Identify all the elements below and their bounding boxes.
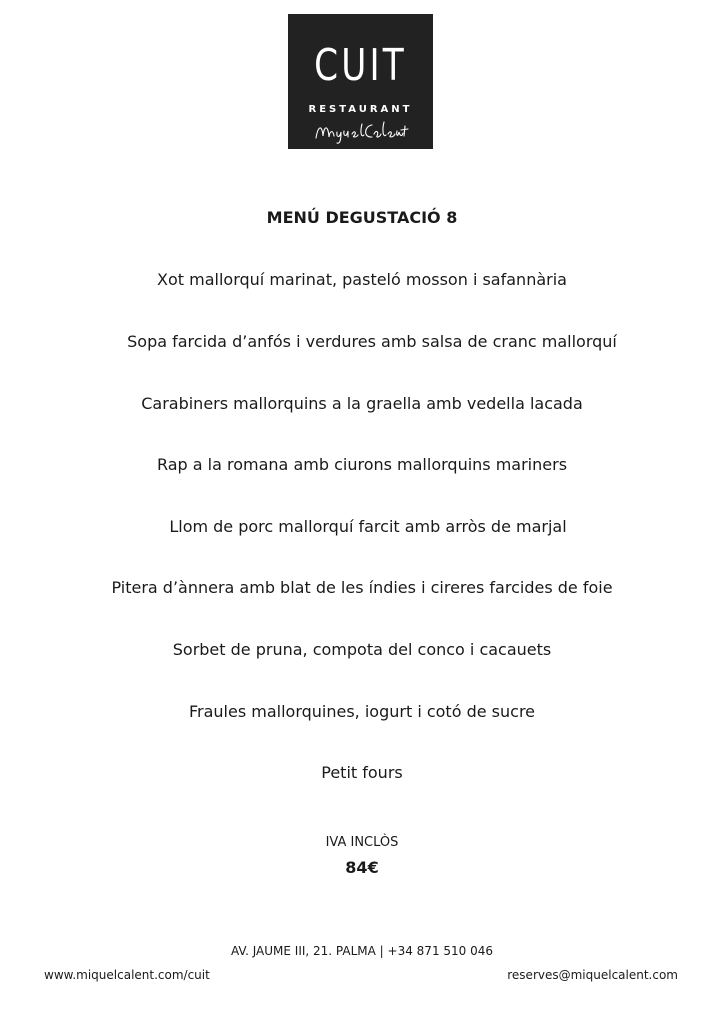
- logo-title: CUIT: [314, 40, 407, 91]
- dish-5: Llom de porc mallorquí farcit amb arròs de marjal: [169, 517, 567, 536]
- menu-title: MENÚ DEGUSTACIÓ 8: [266, 208, 458, 227]
- restaurant-logo: [288, 14, 433, 149]
- dish-9: Petit fours: [321, 763, 403, 782]
- footer-email-link[interactable]: reserves@miquelcalent.com: [507, 968, 678, 982]
- logo-subtitle: RESTAURANT: [308, 104, 413, 115]
- logo-signature: [310, 116, 410, 146]
- menu-price: 84€: [345, 858, 379, 877]
- tax-note: IVA INCLÒS: [325, 835, 399, 850]
- dish-6: Pitera d’ànnera amb blat de les índies i cireres farcides de foie: [111, 578, 613, 597]
- dish-2: Sopa farcida d’anfós i verdures amb salsa de cranc mallorquí: [127, 332, 617, 351]
- dish-8: Fraules mallorquines, iogurt i cotó de sucre: [188, 702, 536, 721]
- dish-3: Carabiners mallorquins a la graella amb vedella lacada: [141, 394, 583, 413]
- dish-1: Xot mallorquí marinat, pasteló mosson i safannària: [157, 270, 567, 289]
- dish-7: Sorbet de pruna, compota del conco i cacauets: [172, 640, 552, 659]
- dish-4: Rap a la romana amb ciurons mallorquins mariners: [156, 455, 568, 474]
- footer-address: AV. JAUME III, 21. PALMA | +34 871 510 046: [230, 944, 494, 958]
- footer-website-link[interactable]: www.miquelcalent.com/cuit: [44, 968, 210, 982]
